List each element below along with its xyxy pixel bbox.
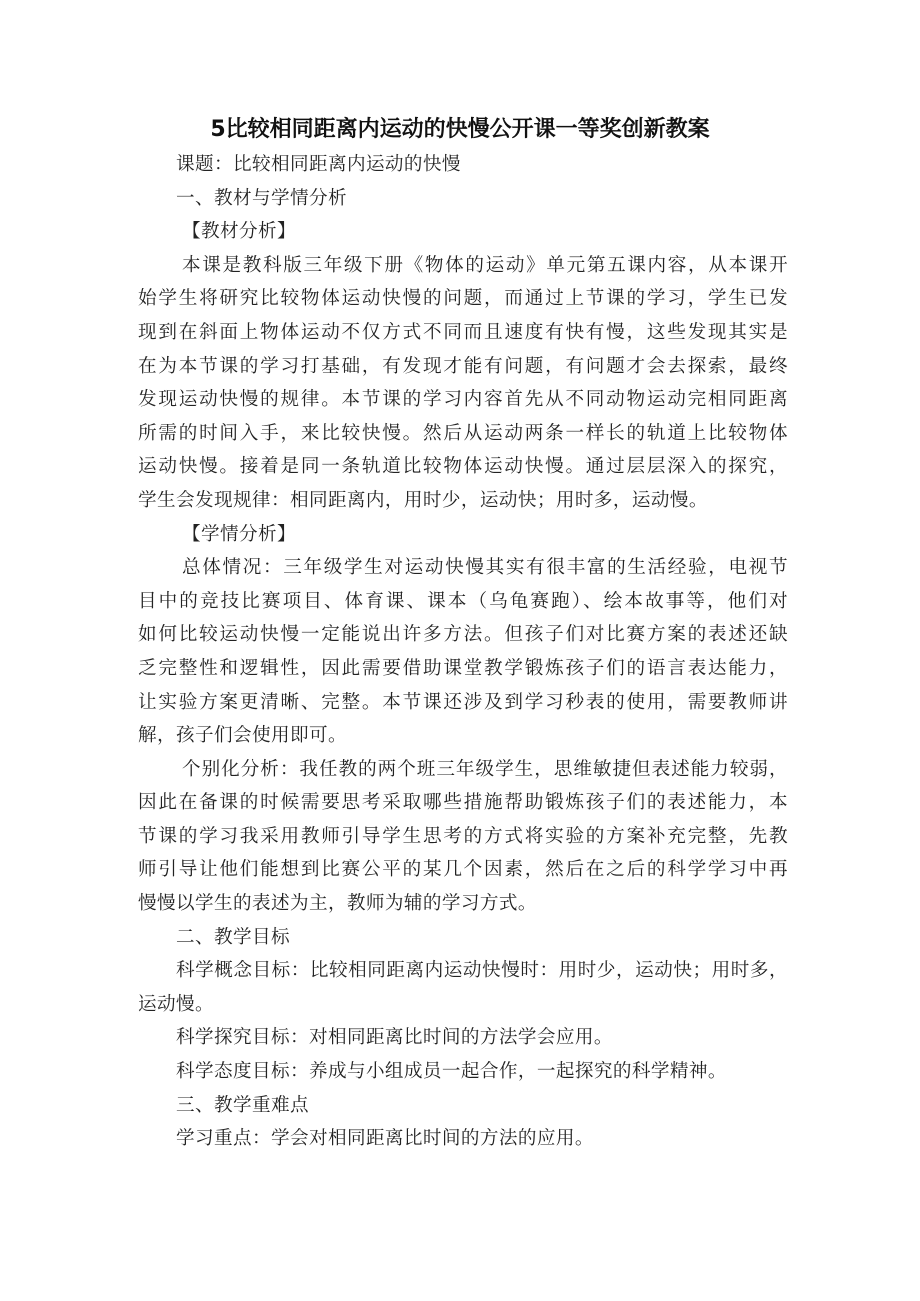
paragraph-line: 运动慢。 xyxy=(138,993,214,1015)
paragraph-line: 解，孩子们会使用即可。 xyxy=(138,725,347,747)
paragraph-line: 一、教材与学情分析 xyxy=(176,187,347,209)
paragraph-line: 学习重点：学会对相同距离比时间的方法的应用。 xyxy=(176,1128,594,1150)
paragraph-line: 让实验方案更清晰、完整。本节课还涉及到学习秒表的使用，需要教师讲 xyxy=(138,691,788,713)
paragraph-line: 科学概念目标：比较相同距离内运动快慢时：用时少，运动快；用时多， xyxy=(176,960,788,982)
paragraph-line: 二、教学目标 xyxy=(176,926,290,948)
paragraph-line: 节课的学习我采用教师引导学生思考的方式将实验的方案补充完整，先教 xyxy=(138,825,788,847)
document-body xyxy=(138,148,788,1156)
paragraph-line: 发现运动快慢的规律。本节课的学习内容首先从不同动物运动完相同距离 xyxy=(138,389,788,411)
document-title: 5比较相同距离内运动的快慢公开课一等奖创新教案 xyxy=(210,117,710,142)
paragraph-line: 所需的时间入手，来比较快慢。然后从运动两条一样长的轨道上比较物体 xyxy=(138,422,788,444)
paragraph-line: 在为本节课的学习打基础，有发现才能有问题，有问题才会去探索，最终 xyxy=(138,355,788,377)
paragraph-line: 三、教学重难点 xyxy=(176,1094,309,1116)
paragraph-line: 本课是教科版三年级下册《物体的运动》单元第五课内容，从本课开 xyxy=(182,254,788,276)
paragraph-line: 乏完整性和逻辑性，因此需要借助课堂教学锻炼孩子们的语言表达能力， xyxy=(138,657,788,679)
paragraph-line: 因此在备课的时候需要思考采取哪些措施帮助锻炼孩子们的表述能力，本 xyxy=(138,792,788,814)
paragraph-line: 目中的竞技比赛项目、体育课、课本（乌龟赛跑）、绘本故事等，他们对 xyxy=(138,590,788,612)
paragraph-line: 【教材分析】 xyxy=(182,221,296,243)
paragraph-line: 【学情分析】 xyxy=(182,523,296,545)
paragraph-line: 运动快慢。接着是同一条轨道比较物体运动快慢。通过层层深入的探究， xyxy=(138,456,788,478)
paragraph-line: 始学生将研究比较物体运动快慢的问题，而通过上节课的学习，学生已发 xyxy=(138,288,788,310)
paragraph-line: 总体情况：三年级学生对运动快慢其实有很丰富的生活经验，电视节 xyxy=(182,557,788,579)
paragraph-line: 个别化分析：我任教的两个班三年级学生，思维敏捷但表述能力较弱， xyxy=(182,758,788,780)
paragraph-line: 课题：比较相同距离内运动的快慢 xyxy=(176,154,461,175)
paragraph-line: 科学态度目标：养成与小组成员一起合作，一起探究的科学精神。 xyxy=(176,1061,727,1083)
paragraph-line: 师引导让他们能想到比赛公平的某几个因素，然后在之后的科学学习中再 xyxy=(138,859,788,881)
paragraph-line: 如何比较运动快慢一定能说出许多方法。但孩子们对比赛方案的表述还缺 xyxy=(138,624,788,646)
paragraph-line: 现到在斜面上物体运动不仅方式不同而且速度有快有慢，这些发现其实是 xyxy=(138,321,788,343)
paragraph-line: 慢慢以学生的表述为主，教师为辅的学习方式。 xyxy=(138,893,537,915)
paragraph-line: 科学探究目标：对相同距离比时间的方法学会应用。 xyxy=(176,1027,613,1049)
paragraph-line: 学生会发现规律：相同距离内，用时少，运动快；用时多，运动慢。 xyxy=(138,489,708,511)
